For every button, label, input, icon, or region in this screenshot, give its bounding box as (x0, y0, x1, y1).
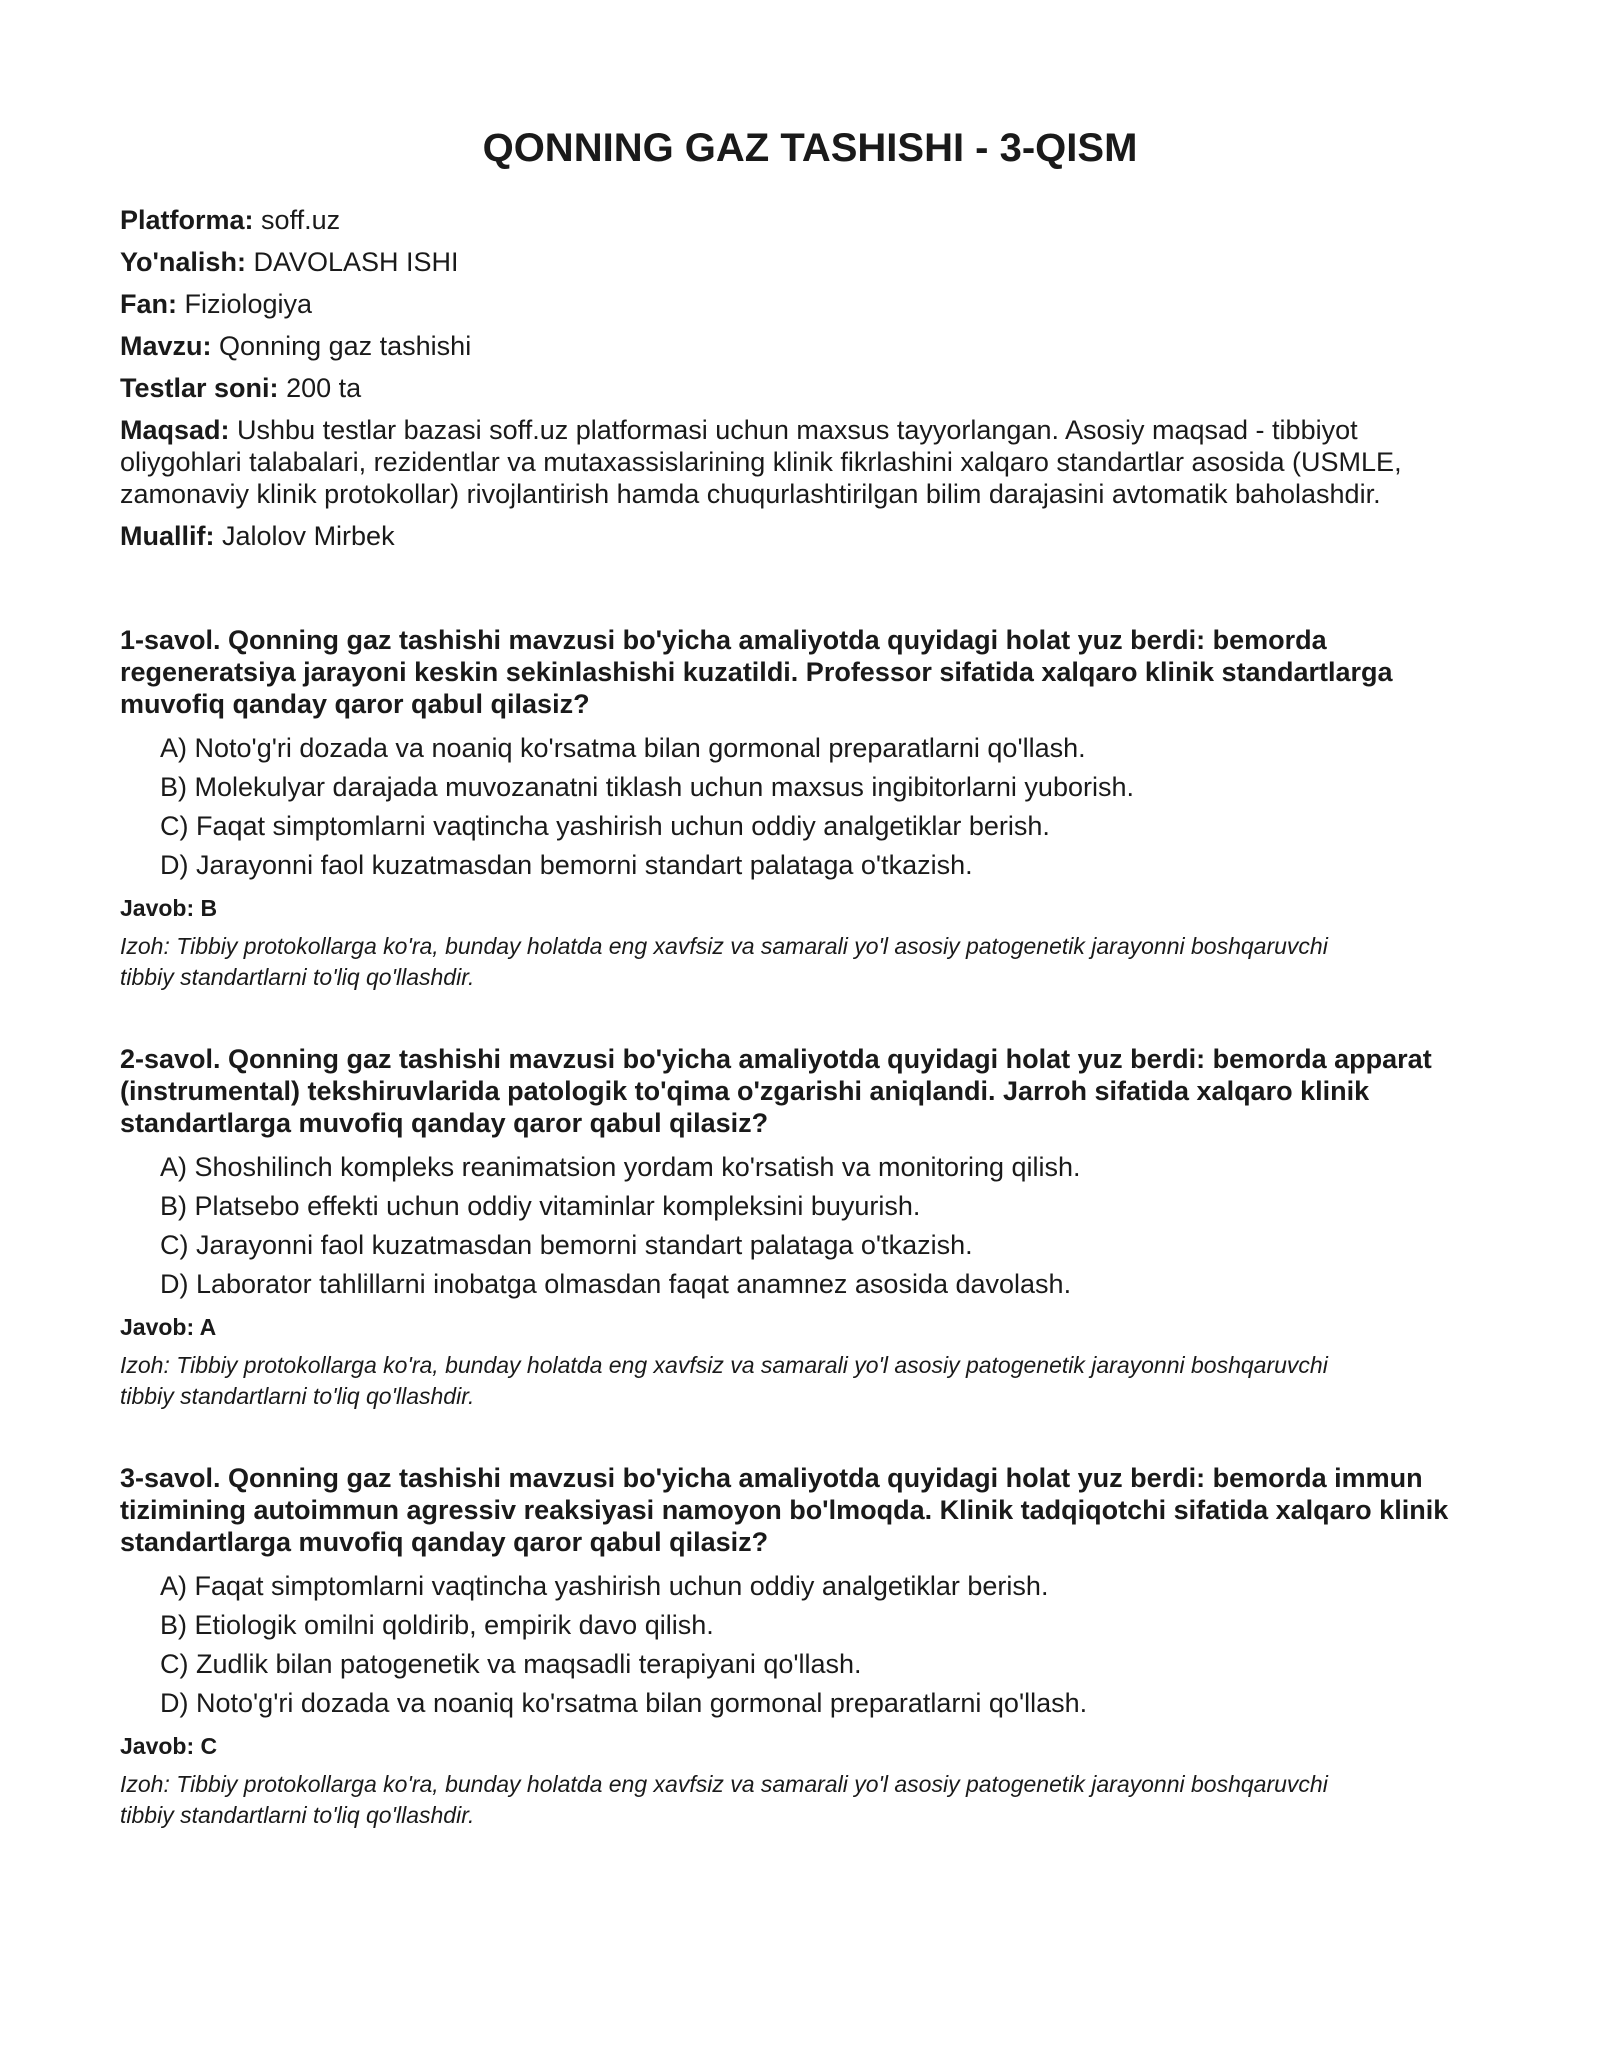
option-c: C) Faqat simptomlarni vaqtincha yashirish uchun oddiy analgetiklar berish. (160, 811, 1050, 841)
meta-topic (120, 330, 1500, 362)
question-2 (120, 1043, 1500, 1412)
option-d: D) Noto'g'ri dozada va noaniq ko'rsatma bilan gormonal preparatlarni qo'llash. (160, 1688, 1088, 1718)
meta-subject (120, 288, 1500, 320)
meta-label: Muallif: (120, 521, 215, 551)
question-text: 2-savol. Qonning gaz tashishi mavzusi bo'yicha amaliyotda quyidagi holat yuz berdi: bemorda apparat (instrumental) tekshiruvlarida patologik to'qima o'zgarishi aniqlandi. Jarroh sifatida xalqaro klinik standartlarga muvofiq qanday qaror qabul qilasiz? (120, 1044, 1432, 1138)
meta-label: Platforma: (120, 205, 254, 235)
meta-value: Ushbu testlar bazasi soff.uz platformasi uchun maxsus tayyorlangan. Asosiy maqsad - tibbiyot oliygohlari talabalari, rezidentlar va mutaxassislarining klinik fikrlashini xalqaro standartlar asosida (USMLE, zamonaviy klinik protokollar) rivojlantirish hamda chuqurlashtirilgan bilim darajasini avtomatik baholashdir. (120, 415, 1402, 509)
option-d: D) Jarayonni faol kuzatmasdan bemorni standart palataga o'tkazish. (160, 850, 973, 880)
explanation-note: Izoh: Tibbiy protokollarga ko'ra, bunday holatda eng xavfsiz va samarali yo'l asosiy patogenetik jarayonni boshqaruvchi tibbiy standartlarni to'liq qo'llashdir. (120, 933, 1328, 990)
answer-label: Javob: A (120, 1314, 217, 1340)
options-list (120, 732, 1500, 881)
option-a: A) Shoshilinch kompleks reanimatsion yordam ko'rsatish va monitoring qilish. (160, 1152, 1081, 1182)
metadata-section (120, 204, 1500, 552)
option-b: B) Molekulyar darajada muvozanatni tiklash uchun maxsus ingibitorlarni yuborish. (160, 772, 1134, 802)
meta-label: Maqsad: (120, 415, 230, 445)
option-b: B) Platsebo effekti uchun oddiy vitaminlar kompleksini buyurish. (160, 1191, 921, 1221)
meta-value: Jalolov Mirbek (222, 521, 395, 551)
meta-value: Fiziologiya (184, 289, 313, 319)
option-d: D) Laborator tahlillarni inobatga olmasdan faqat anamnez asosida davolash. (160, 1269, 1072, 1299)
answer-label: Javob: C (120, 1733, 218, 1759)
questions-list (120, 624, 1500, 1831)
options-list (120, 1570, 1500, 1719)
meta-direction (120, 246, 1500, 278)
meta-label: Fan: (120, 289, 177, 319)
question-text: 3-savol. Qonning gaz tashishi mavzusi bo'yicha amaliyotda quyidagi holat yuz berdi: bemorda immun tizimining autoimmun agressiv reaksiyasi namoyon bo'lmoqda. Klinik tadqiqotchi sifatida xalqaro klinik standartlarga muvofiq qanday qaror qabul qilasiz? (120, 1463, 1449, 1557)
question-1 (120, 624, 1500, 993)
meta-purpose (120, 414, 1460, 510)
document-page (120, 0, 1500, 1881)
meta-platform (120, 204, 1500, 236)
answer-label: Javob: B (120, 895, 218, 921)
explanation-note: Izoh: Tibbiy protokollarga ko'ra, bunday holatda eng xavfsiz va samarali yo'l asosiy patogenetik jarayonni boshqaruvchi tibbiy standartlarni to'liq qo'llashdir. (120, 1771, 1328, 1828)
meta-value: Qonning gaz tashishi (219, 331, 472, 361)
document-title: QONNING GAZ TASHISHI - 3-QISM (482, 126, 1138, 170)
question-text: 1-savol. Qonning gaz tashishi mavzusi bo'yicha amaliyotda quyidagi holat yuz berdi: bemorda regeneratsiya jarayoni keskin sekinlashishi kuzatildi. Professor sifatida xalqaro klinik standartlarga muvofiq qanday qaror qabul qilasiz? (120, 625, 1393, 719)
options-list (120, 1151, 1500, 1300)
option-c: C) Zudlik bilan patogenetik va maqsadli terapiyani qo'llash. (160, 1649, 862, 1679)
meta-label: Yo'nalish: (120, 247, 246, 277)
meta-author (120, 520, 1500, 552)
question-3 (120, 1462, 1500, 1831)
option-a: A) Noto'g'ri dozada va noaniq ko'rsatma bilan gormonal preparatlarni qo'llash. (160, 733, 1086, 763)
explanation-note: Izoh: Tibbiy protokollarga ko'ra, bunday holatda eng xavfsiz va samarali yo'l asosiy patogenetik jarayonni boshqaruvchi tibbiy standartlarni to'liq qo'llashdir. (120, 1352, 1328, 1409)
option-a: A) Faqat simptomlarni vaqtincha yashirish uchun oddiy analgetiklar berish. (160, 1571, 1049, 1601)
meta-label: Mavzu: (120, 331, 212, 361)
meta-label: Testlar soni: (120, 373, 279, 403)
option-b: B) Etiologik omilni qoldirib, empirik davo qilish. (160, 1610, 714, 1640)
option-c: C) Jarayonni faol kuzatmasdan bemorni standart palataga o'tkazish. (160, 1230, 973, 1260)
meta-value: DAVOLASH ISHI (253, 247, 459, 277)
meta-test-count (120, 372, 1500, 404)
meta-value: 200 ta (286, 373, 362, 403)
meta-value: soff.uz (261, 205, 341, 235)
